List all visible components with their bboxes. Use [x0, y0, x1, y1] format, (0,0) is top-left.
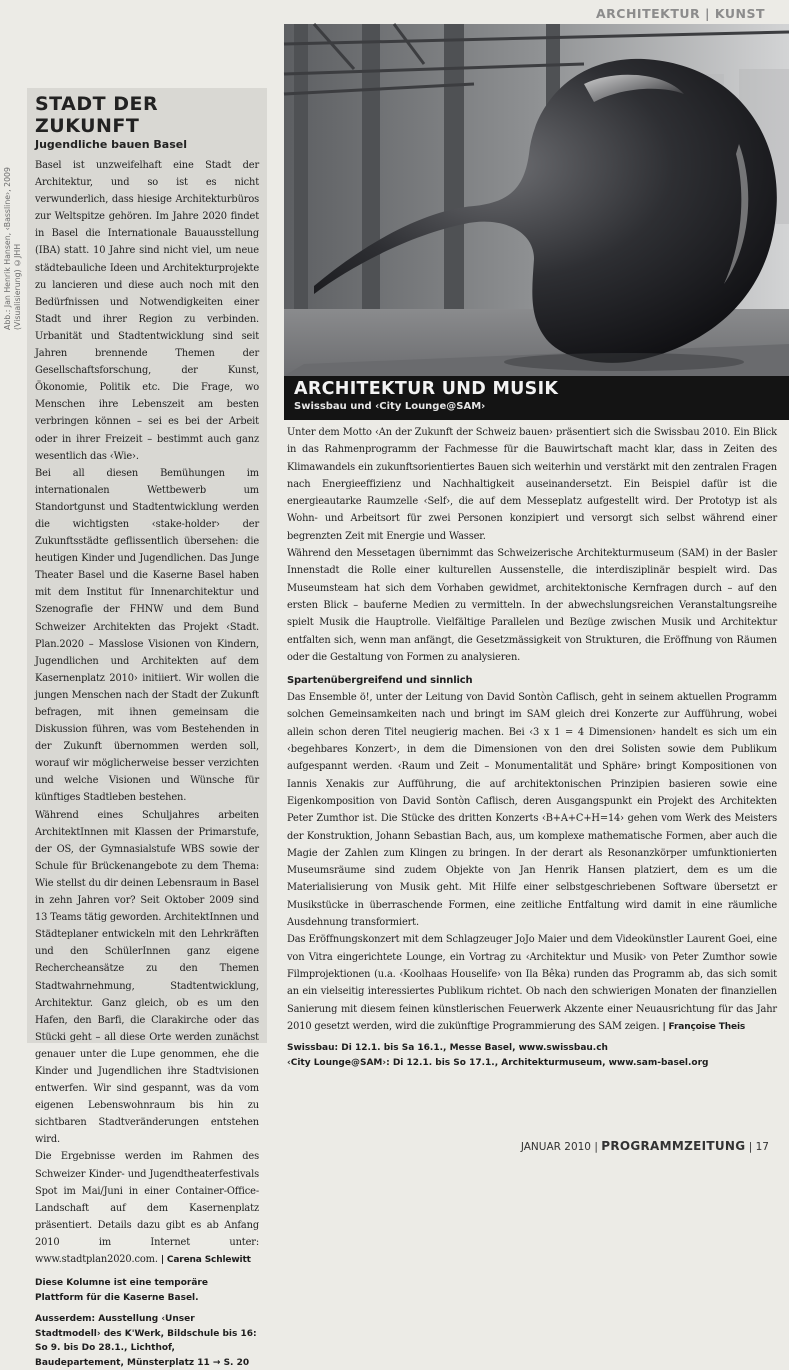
article-paragraph-4 — [287, 931, 777, 1036]
article-subtitle: Swissbau und ‹City Lounge@SAM› — [294, 401, 486, 412]
column-body — [35, 157, 259, 1269]
article-title: ARCHITEKTUR UND MUSIK — [294, 379, 559, 399]
column-subtitle: Jugendliche bauen Basel — [35, 138, 187, 151]
column-title: STADT DER ZUKUNFT — [35, 93, 159, 137]
article-subheading: Spartenübergreifend und sinnlich — [287, 675, 473, 687]
footer-page-number: | 17 — [748, 1141, 769, 1153]
column-paragraph-4-text: Die Ergebnisse werden im Rahmen des Schweizer Kinder- und Jugendtheaterfestivals Spot im Mai/Juni in einer Container-Office-Landschaft auf dem Kasernenplatz präsentiert. Details dazu gibt es ab Anfang 2010 im Internet unter: www.stadtplan2020.com. — [35, 1151, 259, 1265]
column-note-platform: Diese Kolumne ist eine temporäre Plattform für die Kaserne Basel. — [35, 1278, 208, 1303]
event-info-city-lounge: ‹City Lounge@SAM›: Di 12.1. bis So 17.1., Architekturmuseum, www.sam-basel.org — [287, 1057, 709, 1068]
article-event-info — [287, 1041, 777, 1070]
column-paragraph-4 — [35, 1148, 259, 1269]
section-label: ARCHITEKTUR | KUNST — [595, 6, 765, 21]
column-paragraph-3: Während eines Schuljahres arbeiten ArchitektInnen mit Klassen der Primarstufe, der OS, der Gymnasialstufe WBS sowie der Schule für Brückenangebote zu dem Thema: Wie stellst du dir deinen Lebensraum in Basel in zehn Jahren vor? Seit Oktober 2009 sind 13 Teams tätig geworden. ArchitektInnen und Städteplaner entwickeln mit den Lehrkräften und den SchülerInnen ganz eigene Rechercheansätze zu den Themen Stadtwahrnehmung, Stadtentwicklung, Architektur. Ganz gleich, ob es um den Hafen, den Barfi, die Clarakirche oder das Stücki geht – all diese Orte werden zunächst genauer unter die Lupe genommen, ehe die Kinder und Jugendlichen ihre Stadtvisionen entwerfen. Wir sind gespannt, was da vom eigenen Lebenswohnraum bis hin zu sichtbaren Stadtveränderungen entstehen wird. — [35, 809, 259, 1146]
image-credit-line-1: Abb.: Jan Henrik Hansen, ‹Bassline›, 2009 — [3, 167, 12, 330]
column-notes — [35, 1276, 259, 1370]
page-footer — [521, 1139, 769, 1153]
image-credit-line-2: (Visualisierung) ©JHH — [13, 243, 22, 330]
footer-brand: PROGRAMMZEITUNG — [601, 1139, 746, 1153]
article-paragraph-2: Während den Messetagen übernimmt das Schweizerische Architekturmuseum (SAM) in der Basler Innenstadt die Rolle einer kulturellen Aussenstelle, die interdisziplinär bespielt wird. Das Museumsteam hat sich dem Vorhaben gewidmet, architektonische Kernfragen durch – auf den ersten Blick – bauferne Medien zu vermitteln. In der abwechslungsreichen Veranstaltungsreihe spielt Musik die Hauptrolle. Vielfältige Parallelen und Bezüge zwischen Musik und Architektur entfalten sich, wenn man anfängt, die Gesetzmässigkeit von Strukturen, die Eröffnung von Räumen oder die Gestaltung von Formen zu analysieren. — [287, 548, 777, 663]
article-paragraph-3: Das Ensemble ö!, unter der Leitung von David Sontòn Caflisch, geht in seinem aktuellen Programm solchen Gemeinsamkeiten nach und bringt im SAM gleich drei Konzerte zur Aufführung, wobei allein schon deren Titel neugierig machen. Bei ‹3 x 1 = 4 Dimensionen› handelt es sich um ein ‹begehbares Konzert›, in dem die Dimensionen von den drei Solisten sowie dem Publikum aufgespannt werden. ‹Raum und Zeit – Monumentalität und Sphäre› bringt Kompositionen von Iannis Xenakis zur Aufführung, die auf architektonischen Prinzipien basieren sowie eine Eigenkomposition von David Sontòn Caflisch, deren Ausgangspunkt ein Projekt des Architekten Peter Zumthor ist. Die Stücke des dritten Konzerts ‹B+A+C+H=14› gehen vom Werk des Meisters der Konstruktion, Johann Sebastian Bach, aus, um komplexe mathematische Formen, aber auch die Magie der Zahlen zum Klingen zu bringen. In der derart als Resonanzkörper umfunktionierten Museumsräume sind zudem Objekte von Jan Henrik Hansen platziert, dem es um die Materialisierung von Musik geht. Mit Hilfe einer selbstgeschriebenen Software übersetzt er Musikstücke in überraschende Formen, eine zeitliche Entfaltung wird damit in eine räumliche Ausdehnung transformiert. — [287, 692, 777, 929]
bassline-sculpture-photo — [284, 24, 789, 376]
article-paragraph-1: Unter dem Motto ‹An der Zukunft der Schweiz bauen› präsentiert sich die Swissbau 2010. Ein Blick in das Rahmenprogramm der Fachmesse für die Bauwirtschaft macht klar, dass in Zeiten des Klimawandels ein zukunftsorientiertes Bauen sich weiterhin und verstärkt mit den zentralen Fragen nach Energieeffizienz und Nachhaltigkeit auseinandersetzt. Ein Beispiel dafür ist die energieautarke Raumzelle ‹Self›, die auf dem Messeplatz aufgestellt wird. Der Prototyp ist als Wohn- und Arbeitsort für zwei Personen konzipiert und versorgt sich selbst während einer begrenzten Zeit mit Energie und Wasser. — [287, 427, 777, 542]
column-paragraph-2: Bei all diesen Bemühungen im internationalen Wettbewerb um Standortgunst und Stadtentwicklung werden die wichtigsten ‹stake-holder› der Zukunftsstädte geflissentlich übersehen: die heutigen Kinder und Jugendlichen. Das Junge Theater Basel und die Kaserne Basel haben mit dem Institut für Innenarchitektur und Szenografie der FHNW und dem Bund Schweizer Architekten das Projekt ‹Stadt. Plan.2020 – Masslose Visionen von Kindern, Jugendlichen und Architekten auf dem Kasernenplatz 2010› initiiert. Wir wollen die jungen Menschen nach der Stadt der Zukunft befragen, mit ihnen gemeinsam die Diskussion führen, was vom Bestehenden in der Zukunft übernommen werden soll, worauf wir möglicherweise besser verzichten und welche Visionen und Wünsche für künftiges Stadtleben bestehen. — [35, 467, 259, 804]
article-title-bar — [284, 376, 789, 420]
footer-date: JANUAR 2010 | — [520, 1141, 598, 1153]
column-note-exhibition: Ausserdem: Ausstellung ‹Unser Stadtmodell› des K'Werk, Bildschule bis 16: So 9. bis Do 28.1., Lichthof, Baudepartement, Münsterplatz 11 → S. 20 — [35, 1314, 257, 1368]
image-credit — [3, 30, 27, 330]
article-paragraph-4-text: Das Eröffnungskonzert mit dem Schlagzeuger JoJo Maier und dem Videokünstler Laurent Goei, eine von Vitra eingerichtete Lounge, ein Vortrag zu ‹Architektur und Musik› von Peter Zumthor sowie Filmprojektionen (u.a. ‹Koolhaas Houselife› von Ila Bêka) runden das Programm ab, das sich somit an ein vielseitig interessiertes Publikum richtet. Ob nach den schwierigen Monaten der finanziellen Sanierung mit diesem feinen künstlerischen Feuerwerk Akzente einer Neuausrichtung für das Jahr 2010 gesetzt werden, wird die zukünftige Programmierung des SAM zeigen. — [287, 934, 777, 1032]
architektur-und-musik-article — [287, 424, 777, 1114]
column-byline: | Carena Schlewitt — [160, 1255, 251, 1265]
column-paragraph-1: Basel ist unzweifelhaft eine Stadt der Architektur, und so ist es nicht verwunderlich, dass hiesige Architekturbüros zur Weltspitze gehören. Im Jahre 2020 findet in Basel die Internationale Bauausstellung (IBA) statt. 10 Jahre sind nicht viel, um neue städtebauliche Ideen und Architekturprojekte zu lancieren und diese auch noch mit den Bedürfnissen und Notwendigkeiten einer Stadt und ihrer Region zu verbinden. Urbanität und Stadtentwicklung sind seit Jahren brennende Themen der Gesellschaftsforschung, der Kunst, Ökonomie, Politik etc. Die Frage, wo Menschen ihre Lebenszeit am besten verbringen können – sei es bei der Arbeit oder in ihrer Freizeit – bestimmt auch ganz wesentlich das ‹Wie›. — [35, 160, 259, 462]
event-info-swissbau: Swissbau: Di 12.1. bis Sa 16.1., Messe Basel, www.swissbau.ch — [287, 1043, 608, 1054]
article-body — [287, 424, 777, 1036]
stadt-der-zukunft-column — [27, 88, 267, 1368]
article-byline: | Françoise Theis — [662, 1021, 746, 1032]
